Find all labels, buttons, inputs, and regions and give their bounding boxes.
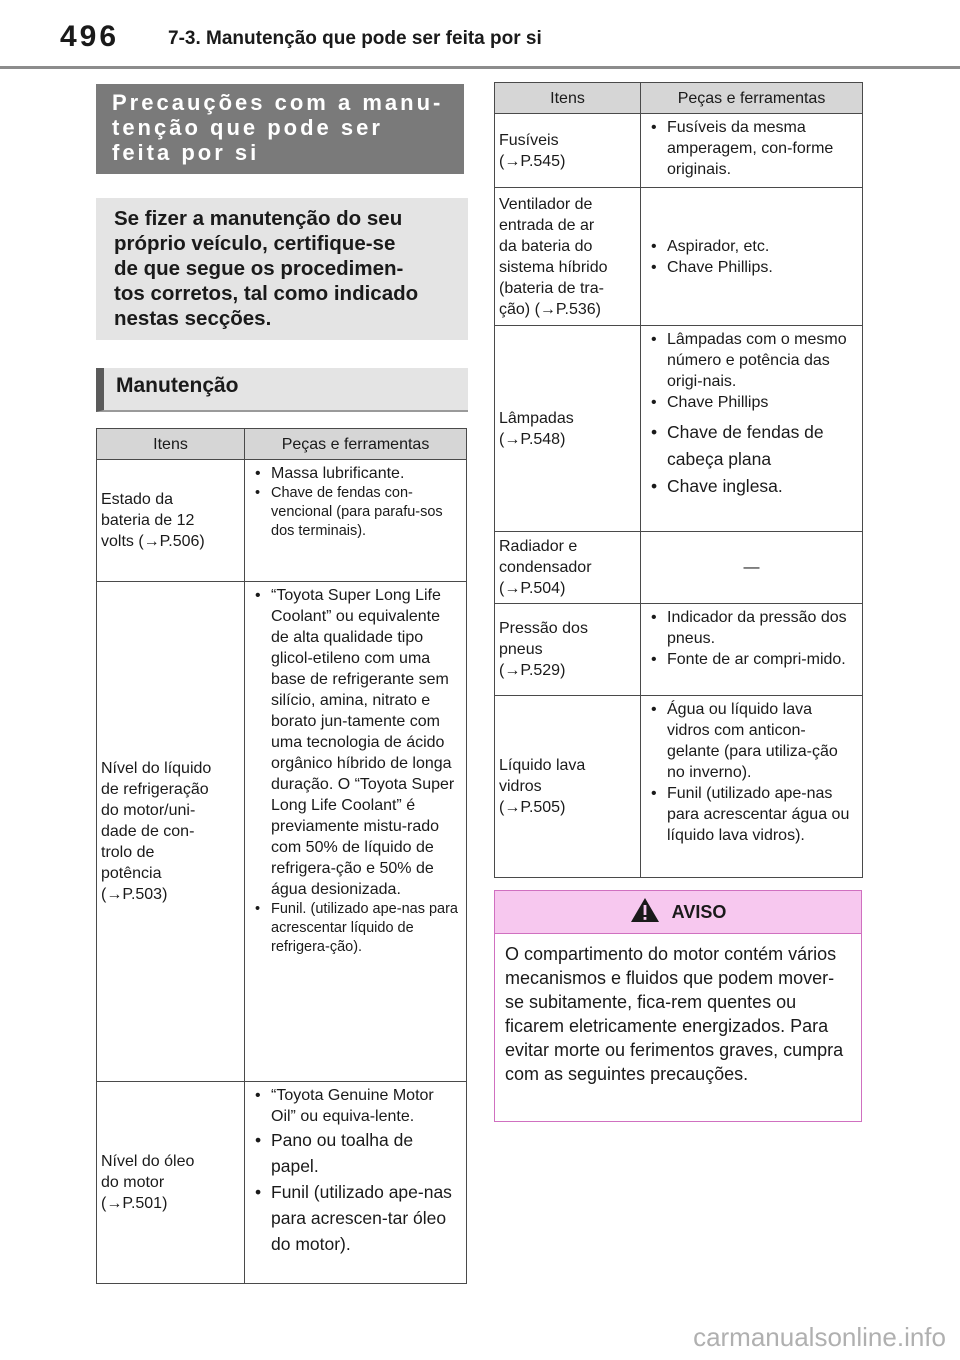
item-cell: [495, 188, 641, 326]
tool-item: • Chave inglesa.: [645, 473, 858, 500]
tool-item: • Lâmpadas com o mesmo número e potência das origi-nais.: [645, 329, 858, 392]
table-row: [495, 532, 863, 604]
table-header-row: [97, 429, 467, 460]
tool-item: • “Toyota Super Long Life Coolant” ou equivalente de alta qualidade tipo glicol-etileno com uma base de refrigerante sem silício, amina, nitrato e borato jun-tamente com uma tecnologia de ácido orgânico híbrido de longa duração. O “Toyota Super Long Life Coolant” é previamente mistu-rado com 50% de líquido de refrigera-ção e 50% de água desionizada.: [249, 585, 462, 900]
item-line: da bateria do: [499, 237, 593, 255]
tool-item: • Chave Phillips.: [645, 257, 858, 278]
item-cell: [495, 114, 641, 188]
intro-line: nestas secções.: [114, 307, 272, 330]
item-line: (bateria de tra-: [499, 279, 604, 297]
tool-item: • Indicador da pressão dos pneus.: [645, 607, 858, 649]
table-row: [495, 326, 863, 532]
item-cell: [97, 460, 245, 582]
item-line: (→P.545): [499, 152, 566, 170]
item-cell: [495, 326, 641, 532]
empty-dash-cell: —: [641, 532, 863, 604]
item-line: (→P.504): [499, 580, 566, 597]
item-line: (→P.505): [499, 799, 566, 816]
parts-cell: [641, 326, 863, 532]
item-line: Pressão dos: [499, 620, 588, 637]
item-line: (→P.501): [101, 1195, 168, 1212]
tool-item: • Fusíveis da mesma amperagem, con-forme originais.: [645, 117, 858, 180]
parts-cell: [641, 604, 863, 696]
warning-box: [494, 890, 862, 1122]
item-line: dade de con-: [101, 823, 195, 840]
item-line: do motor/uni-: [101, 802, 196, 819]
tool-item: • Funil. (utilizado ape-nas para acrescentar líquido de refrigera-ção).: [249, 900, 462, 957]
item-line: Lâmpadas: [499, 409, 574, 427]
table-row: [495, 696, 863, 878]
item-line: Líquido lava: [499, 757, 586, 774]
intro-box: [96, 198, 468, 340]
column-header-items: Itens: [495, 83, 641, 114]
column-header-parts: Peças e ferramentas: [245, 429, 467, 460]
tool-item: • Chave de fendas con-vencional (para parafu-sos dos terminais).: [249, 484, 462, 541]
item-line: Estado da: [101, 491, 174, 508]
page-number: 496: [60, 20, 120, 53]
item-line: (→P.548): [499, 430, 566, 448]
heading-line: tenção que pode ser: [112, 115, 383, 140]
tool-item: • Chave de fendas de cabeça plana: [645, 419, 858, 473]
tool-item: • Pano ou toalha de papel.: [249, 1127, 462, 1179]
table-row: [97, 582, 467, 1082]
warning-title: AVISO: [671, 901, 727, 922]
column-header-parts: Peças e ferramentas: [641, 83, 863, 114]
item-line: sistema híbrido: [499, 258, 608, 276]
header-divider: [0, 66, 960, 69]
item-line: ção) (→P.536): [499, 300, 601, 318]
column-header-items: Itens: [97, 429, 245, 460]
item-line: de refrigeração: [101, 781, 209, 798]
table-row: [495, 604, 863, 696]
intro-line: próprio veículo, certifique-se: [114, 232, 396, 255]
parts-cell: [641, 188, 863, 326]
item-line: pneus: [499, 641, 543, 658]
parts-cell: [641, 696, 863, 878]
item-line: do motor: [101, 1174, 165, 1191]
heading-line: Precauções com a manu-: [112, 90, 444, 115]
heading-line: feita por si: [112, 140, 260, 165]
item-line: (→P.529): [499, 662, 566, 679]
warning-header: [495, 891, 861, 934]
section-title: 7-3. Manutenção que pode ser feita por si: [168, 28, 542, 49]
table-row: [495, 114, 863, 188]
item-line: (→P.503): [101, 886, 168, 903]
item-line: Nível do óleo: [101, 1153, 195, 1170]
table-row: [97, 460, 467, 582]
item-line: entrada de ar: [499, 216, 595, 234]
tool-item: • Fonte de ar compri-mido.: [645, 649, 858, 670]
tool-item: • Chave Phillips: [645, 392, 858, 413]
watermark: carmanualsonline.info: [693, 1322, 946, 1352]
item-line: potência: [101, 865, 162, 882]
precautions-heading: [96, 84, 464, 174]
tool-item: • “Toyota Genuine Motor Oil” ou equiva-lente.: [249, 1085, 462, 1127]
item-cell: [495, 696, 641, 878]
item-line: vidros: [499, 778, 542, 795]
item-cell: [495, 532, 641, 604]
table-header-row: [495, 83, 863, 114]
table-row: [495, 188, 863, 326]
maintenance-subheading: Manutenção: [96, 368, 468, 412]
item-cell: [97, 1082, 245, 1284]
warning-triangle-icon: [630, 897, 660, 928]
item-line: Ventilador de: [499, 195, 593, 213]
tool-item: • Água ou líquido lava vidros com anticon-gelante (para utiliza-ção no inverno).: [645, 699, 858, 783]
item-cell: [495, 604, 641, 696]
item-line: volts (→P.506): [101, 533, 205, 550]
maintenance-table-left: [96, 428, 467, 1284]
intro-line: Se fizer a manutenção do seu: [114, 207, 403, 230]
parts-cell: [245, 460, 467, 582]
parts-cell: [245, 1082, 467, 1284]
parts-cell: [245, 582, 467, 1082]
intro-line: tos corretos, tal como indicado: [114, 282, 419, 305]
tool-item: • Massa lubrificante.: [249, 463, 462, 484]
item-line: Radiador e: [499, 538, 578, 555]
item-line: trolo de: [101, 844, 155, 861]
item-cell: [97, 582, 245, 1082]
tool-item: • Funil (utilizado ape-nas para acrescentar água ou líquido lava vidros).: [645, 783, 858, 846]
maintenance-table-right: [494, 82, 863, 878]
table-row: [97, 1082, 467, 1284]
parts-cell: [641, 114, 863, 188]
item-line: condensador: [499, 559, 592, 576]
intro-line: de que segue os procedimen-: [114, 257, 404, 280]
item-line: bateria de 12: [101, 512, 195, 529]
tool-item: • Funil (utilizado ape-nas para acrescen-tar óleo do motor).: [249, 1179, 462, 1257]
item-line: Fusíveis: [499, 131, 559, 149]
tool-item: • Aspirador, etc.: [645, 236, 858, 257]
warning-text: O compartimento do motor contém vários mecanismos e fluidos que podem mover-se subitamente, fica-rem quentes ou ficarem eletricamente energizados. Para evitar morte ou ferimentos graves, cumpra com as seguintes precauções.: [505, 944, 844, 1084]
item-line: Nível do líquido: [101, 760, 212, 777]
